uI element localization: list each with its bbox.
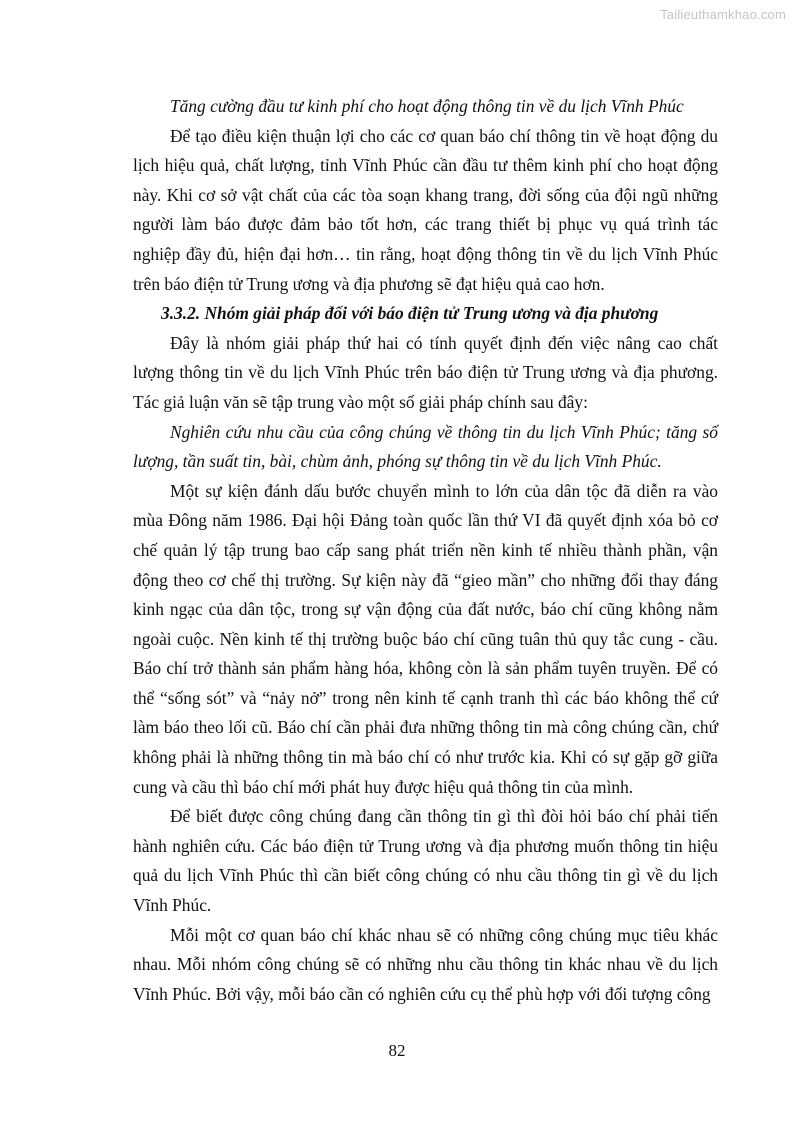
paragraph-5: Một sự kiện đánh dấu bước chuyển mình to lớn của dân tộc đã diễn ra vào mùa Đông năm 1986. Đại hội Đảng toàn quốc lần thứ VI đã quyết định xóa bỏ cơ chế quản lý tập trung bao cấp sang phát triển nền kinh tế nhiều thành phần, vận động theo cơ chế thị trường. Sự kiện này đã “gieo mần” cho những đổi thay đáng kinh ngạc của dân tộc, trong sự vận động của đất nước, báo chí cũng không nằm ngoài cuộc. Nền kinh tế thị trường buộc báo chí cũng tuân thủ quy tắc cung - cầu. Báo chí trở thành sản phẩm hàng hóa, không còn là sản phẩm tuyên truyền. Để có thể “sống sót” và “nảy nở” trong nên kinh tế cạnh tranh thì các báo không thể cứ làm báo theo lối cũ. Báo chí cần phải đưa những thông tin mà công chúng cần, chứ không phải là những thông tin mà báo chí có như trước kia. Khi có sự gặp gỡ giữa cung và cầu thì báo chí mới phát huy được hiệu quả thông tin của mình. (133, 480, 718, 797)
section-heading: 3.3.2. Nhóm giải pháp đối với báo điện tử Trung ương và địa phương (161, 303, 659, 324)
paragraph-6: Để biết được công chúng đang cần thông tin gì thì đòi hỏi báo chí phải tiến hành nghiên cứu. Các báo điện tử Trung ương và địa phương muốn thông tin hiệu quả du lịch Vĩnh Phúc thì cần biết công chúng có nhu cầu thông tin gì về du lịch Vĩnh Phúc. (133, 806, 718, 916)
document-body (133, 92, 718, 1009)
paragraph-4: Nghiên cứu nhu cầu của công chúng về thông tin du lịch Vĩnh Phúc; tăng số lượng, tần suất tin, bài, chùm ảnh, phóng sự thông tin về du lịch Vĩnh Phúc. (133, 421, 718, 472)
paragraph-3: Đây là nhóm giải pháp thứ hai có tính quyết định đến việc nâng cao chất lượng thông tin về du lịch Vĩnh Phúc trên báo điện tử Trung ương và địa phương. Tác giả luận văn sẽ tập trung vào một số giải pháp chính sau đây: (133, 332, 718, 412)
paragraph-7: Mỗi một cơ quan báo chí khác nhau sẽ có những công chúng mục tiêu khác nhau. Mỗi nhóm công chúng sẽ có những nhu cầu thông tin khác nhau về du lịch Vĩnh Phúc. Bởi vậy, mỗi báo cần có nghiên cứu cụ thể phù hợp với đối tượng công (133, 924, 718, 1004)
paragraph-1: Tăng cường đầu tư kinh phí cho hoạt động thông tin về du lịch Vĩnh Phúc (170, 96, 684, 116)
paragraph-2: Để tạo điều kiện thuận lợi cho các cơ quan báo chí thông tin về hoạt động du lịch hiệu quả, chất lượng, tỉnh Vĩnh Phúc cần đầu tư thêm kinh phí cho hoạt động này. Khi cơ sở vật chất của các tòa soạn khang trang, đời sống của đội ngũ những người làm báo được đảm bảo tốt hơn, các trang thiết bị phục vụ quá trình tác nghiệp đầy đủ, hiện đại hơn… tin rằng, hoạt động thông tin về du lịch Vĩnh Phúc trên báo điện tử Trung ương và địa phương sẽ đạt hiệu quả cao hơn. (133, 125, 718, 294)
watermark: Tailieuthamkhao.com (660, 7, 786, 22)
page-number: 82 (388, 1041, 406, 1060)
